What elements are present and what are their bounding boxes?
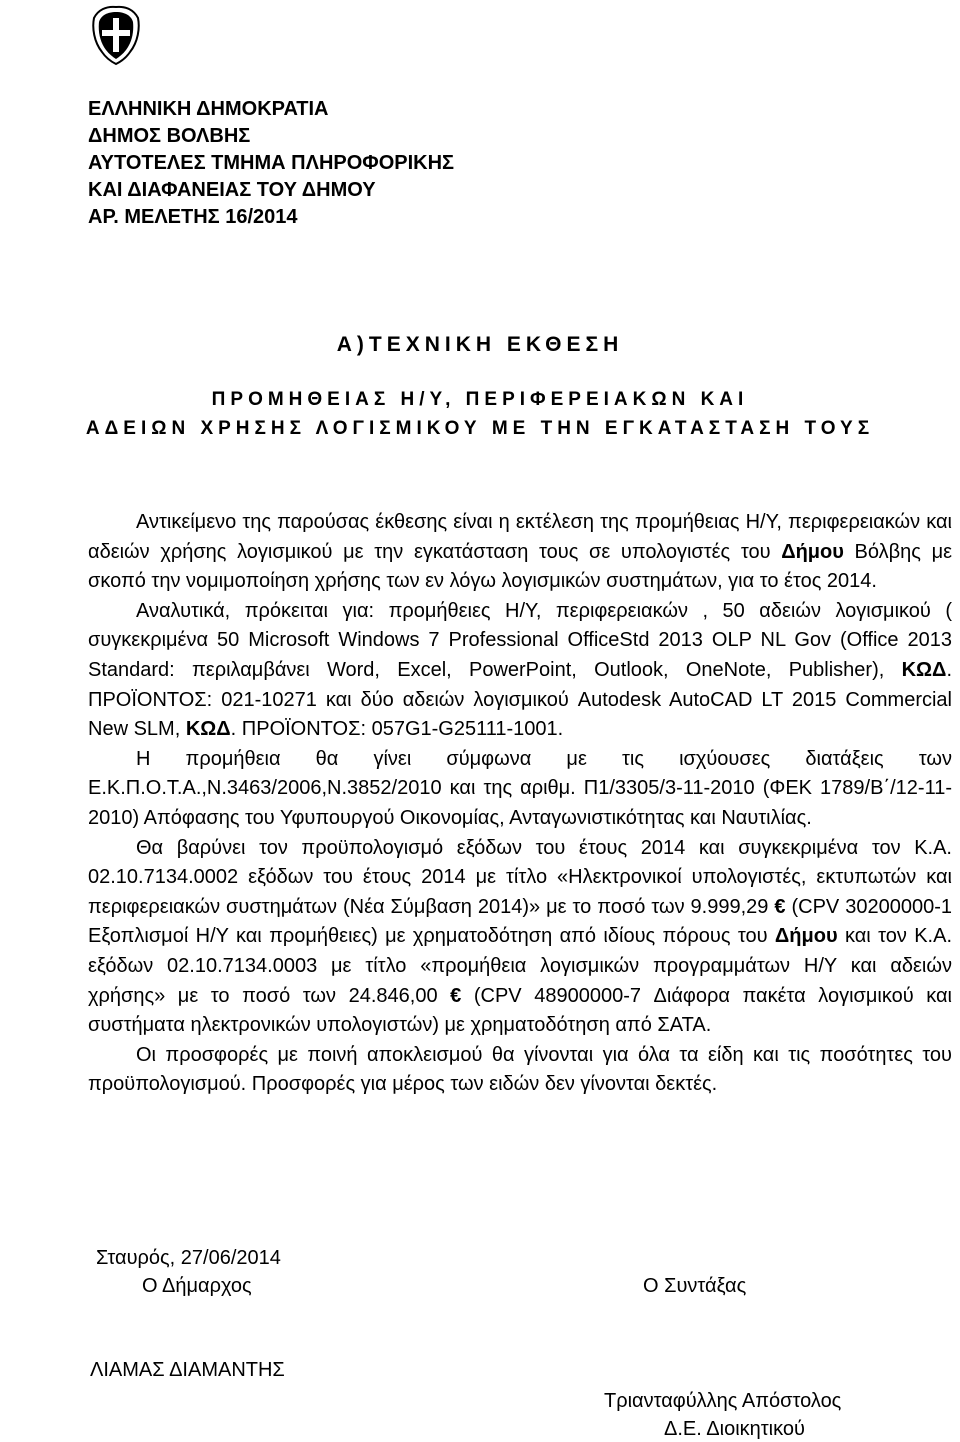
paragraph-details: Αναλυτικά, πρόκειται για: προμήθειες Η/Υ, περιφερειακών , 50 αδειών λογισμικού ( συγκεκριμένα 50 Microsoft Windows 7 Professional OfficeStd 2013 OLP NL Gov (Office 2013 Standard: περιλαμβάνει Word, Excel, PowerPoint, Outlook, OneNote, Publisher), ΚΩΔ. ΠΡΟΪΟΝΤΟΣ: 021-10271 και δύο αδειών λογισμικού Autodesk AutoCAD LT 2015 Commercial New SLM, ΚΩΔ. ΠΡΟΪΟΝΤΟΣ: 057G1-G25111-1001. [88,599,952,741]
coat-of-arms-icon [88,4,144,66]
header-line: ΔΗΜΟΣ ΒΟΛΒΗΣ [88,125,251,147]
euro-sign: € [774,895,786,918]
compiler-title: Ο Συντάξας [643,1275,747,1297]
paragraph-budget: Θα βαρύνει τον προϋπολογισμό εξόδων του έτους 2014 και συγκεκριμένα τον Κ.Α. 02.10.7134.0002 εξόδων του έτους 2014 με τίτλο «Ηλεκτρονικοί υπολογιστές, εκτυπωτών και περιφερειακών συστημάτων (Νέα Σύμβαση 2014)» με το ποσό των 9.999,29 € (CPV 30200000-1 Εξοπλισμοί Η/Υ και προμήθειες) με χρηματοδότηση από ιδίους πόρους του Δήμου και τον Κ.Α. εξόδων 02.10.7134.0003 με τίτλο «προμήθεια λογισμικών προγραμμάτων Η/Υ και αδειών χρήσης» με το ποσό των 24.846,00 € (CPV 48900000-7 Διάφορα πακέτα λογισμικού και συστήματα ηλεκτρονικών υπολογιστών) με χρηματοδότηση από ΣΑΤΑ. [88,836,953,1037]
header-line: ΚΑΙ ΔΙΑΦΑΝΕΙΑΣ ΤΟΥ ΔΗΜΟΥ [88,179,376,201]
study-number: ΑΡ. ΜΕΛΕΤΗΣ 16/2014 [88,206,298,228]
place-date: Σταυρός, 27/06/2014 [96,1247,281,1269]
issuer-header [88,96,454,231]
paragraph-subject: Αντικείμενο της παρούσας έκθεσης είναι η εκτέλεση της προμήθειας Η/Υ, περιφερειακών και αδειών χρήσης λογισμικού με την εγκατάσταση τους σε υπολογιστές του Δήμου Βόλβης με σκοπό την νομιμοποίηση χρήσης των εν λόγω λογισμικών συστημάτων, για το έτος 2014. [88,511,953,593]
report-body [88,508,952,1100]
document-subtitle-line-2: ΑΔΕΙΩΝ ΧΡΗΣΗΣ ΛΟΓΙΣΜΙΚΟΥ ΜΕ ΤΗΝ ΕΓΚΑΤΑΣΤΑΣΗ ΤΟΥΣ [85,418,875,439]
header-line: ΑΥΤΟΤΕΛΕΣ ΤΜΗΜΑ ΠΛΗΡΟΦΟΡΙΚΗΣ [88,152,455,174]
document-subtitle-line-1: ΠΡΟΜΗΘΕΙΑΣ Η/Υ, ΠΕΡΙΦΕΡΕΙΑΚΩΝ ΚΑΙ [211,389,749,410]
mayor-title: Ο Δήμαρχος [142,1275,252,1297]
header-line: ΕΛΛΗΝΙΚΗ ΔΗΜΟΚΡΑΤΙΑ [88,98,329,120]
compiler-role: Δ.Ε. Διοικητικού [664,1418,805,1440]
paragraph-offers: Οι προσφορές με ποινή αποκλεισμού θα γίνονται για όλα τα είδη και τις ποσότητες του προϋπολογισμού. Προσφορές για μέρος των ειδών δεν γίνονται δεκτές. [88,1043,952,1096]
euro-sign: € [450,984,462,1007]
paragraph-legislation: Η προμήθεια θα γίνει σύμφωνα με τις ισχύουσες διατάξεις των Ε.Κ.Π.Ο.Τ.Α.,Ν.3463/2006,Ν.3852/2010 και της αριθμ. Π1/3305/3-11-2010 (ΦΕΚ 1789/Β΄/12-11-2010) Απόφασης του Υφυπουργού Οικονομίας, Ανταγωνιστικότητας και Ναυτιλίας. [88,747,952,829]
mayor-name: ΛΙΑΜΑΣ ΔΙΑΜΑΝΤΗΣ [90,1359,285,1381]
compiler-name: Τριανταφύλλης Απόστολος [604,1390,842,1412]
document-title: Α)ΤΕΧΝΙΚΗ ΕΚΘΕΣΗ [336,333,624,356]
